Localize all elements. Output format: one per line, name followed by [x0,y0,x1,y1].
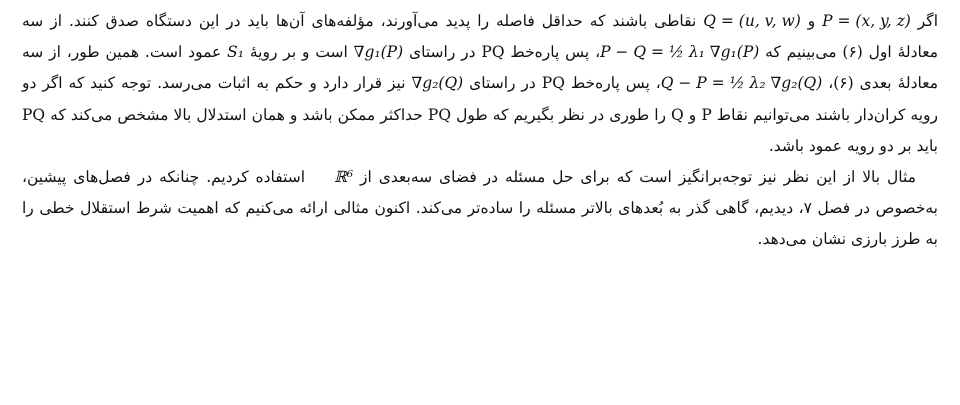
math-expression: P − Q = ½ λ₁ ∇g₁(P) [600,43,760,62]
paragraph-text: نقاطی باشند که حداقل فاصله را پدید می‌آورند، مؤلفه‌های آن‌ها باید در این دستگاه صدق کنند. از سه معادلهٔ اول (۶) می‌بینیم که [22,12,939,62]
paragraph-text: استفاده کردیم. چنانکه در فصل‌های پیشین، به‌خصوص در فصل ۷، دیدیم، گاهی گذر به بُعدهای بالاتر مسئله را ساده‌تر می‌کند. اکنون مثالی ارائه می‌کنیم که اهمیت شرط استقلال خطی را به طرز بارزی نشان می‌دهد. [22,168,938,249]
paragraph-text: است و بر رویهٔ [244,43,354,62]
paragraph-text: عمود است. همین طور، از سه معادلهٔ بعدی (۶)، [22,43,939,93]
paragraph-1 [22,6,938,162]
math-expression: S₁ [227,43,244,62]
math-expression: ℝ⁶ [334,168,354,187]
paragraph-text: نیز قرار دارد و حکم به اثبات می‌رسد. توجه کنید که اگر دو رویه کران‌دار باشند می‌توانیم نقاط P و Q را طوری در نظر بگیریم که طول PQ حداکثر ممکن باشد و همان استدلال بالا مشخص می‌کند که PQ باید بر دو رویه عمود باشد. [22,74,939,155]
paragraph-2 [22,162,938,256]
math-expression: ∇g₁(P) [353,43,404,62]
paragraph-text: ، پس پاره‌خط PQ در راستای [403,43,601,62]
text-block [22,6,938,256]
math-expression: ∇g₂(Q) [411,74,464,93]
math-expression: P = (x, y, z) [822,12,911,30]
math-expression: Q − P = ½ λ₂ ∇g₂(Q) [660,74,823,93]
math-expression: Q = (u, v, w) [703,12,801,30]
paragraph-text: ، پس پاره‌خط PQ در راستای [463,74,661,93]
paragraph-text: اگر [910,12,938,30]
paragraph-text: و [800,12,823,30]
paragraph-text: مثال بالا از این نظر نیز توجه‌برانگیز است که برای حل مسئله در فضای سه‌بعدی از [353,168,916,187]
